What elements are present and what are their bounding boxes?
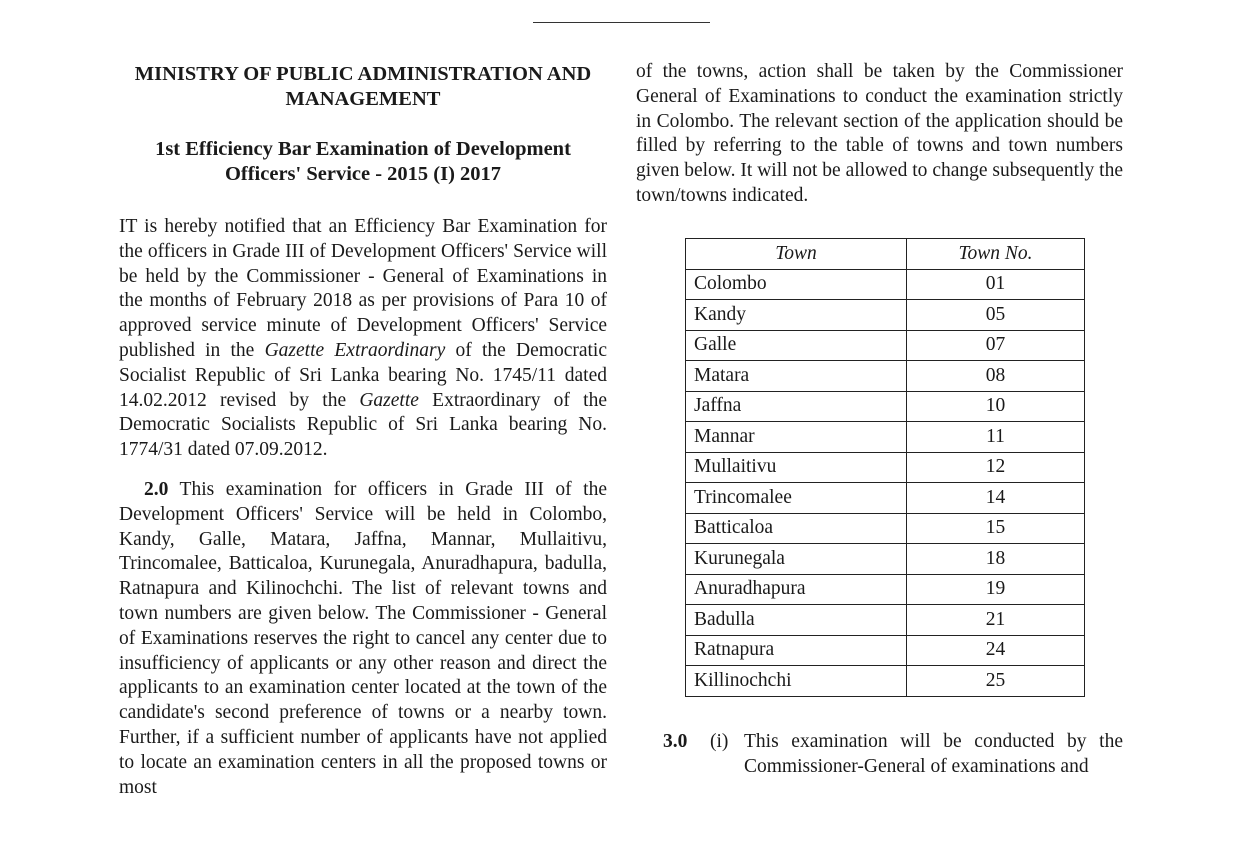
table-row: [686, 483, 1085, 514]
section-2-text: This examination for officers in Grade III of the Development Officers' Service will be held in Colombo, Kandy, Galle, Matara, Jaffna, Mannar, Mullaitivu, Trincomalee, Batticaloa, Kurunegala, Anuradhapura, badulla, Ratnapura and Kilinochchi. The list of relevant towns and town numbers are given below. The Commissioner - General of Examinations reserves the right to cancel any center due to insufficiency of applicants or any other reason and direct the applicants to an examination center located at the town of the candidate's second preference of towns or a nearby town. Further, if a sufficient number of applicants have not applied to locate an examination centers in all the proposed towns or most: [119, 478, 607, 798]
town-number-cell: 12: [907, 452, 1085, 483]
town-number-cell: 10: [907, 391, 1085, 422]
section-2-number: 2.0: [144, 478, 169, 500]
section-3-sub: (i): [710, 731, 729, 752]
town-name-cell: Matara: [686, 361, 907, 392]
notice-paragraph: [119, 215, 607, 463]
town-number-cell: 18: [907, 544, 1085, 575]
header-town: Town: [686, 239, 907, 270]
town-name-cell: Trincomalee: [686, 483, 907, 514]
town-name-cell: Jaffna: [686, 391, 907, 422]
table-row: [686, 513, 1085, 544]
table-row: [686, 300, 1085, 331]
table-row: [686, 666, 1085, 697]
town-number-cell: 11: [907, 422, 1085, 453]
right-column: [636, 60, 1123, 209]
town-number-cell: 19: [907, 574, 1085, 605]
section-2-paragraph: [119, 478, 607, 800]
town-number-cell: 08: [907, 361, 1085, 392]
town-name-cell: Killinochchi: [686, 666, 907, 697]
table-row: [686, 574, 1085, 605]
town-name-cell: Kurunegala: [686, 544, 907, 575]
town-number-cell: 21: [907, 605, 1085, 636]
header-town-no: Town No.: [907, 239, 1085, 270]
top-rule: [533, 22, 710, 23]
left-column: [119, 60, 607, 800]
table-row: [686, 330, 1085, 361]
exam-heading: 1st Efficiency Bar Examination of Development Officers' Service - 2015 (I) 2017: [155, 138, 571, 185]
notice-text-a: IT is hereby notified that an Efficiency Bar Examination for the officers in Grade III of Development Officers' Service will be held by the Commissioner - General of Examinations in the months of February 2018 as per provisions of Para 10 of approved service minute of Development Officers' Service published in the: [119, 216, 607, 361]
notice-text-b: of the Democratic Socialist Republic of Sri Lanka bearing No. 1745/11 dated 14.02.2012 revised by the: [119, 339, 608, 411]
table-row: [686, 605, 1085, 636]
town-name-cell: Mullaitivu: [686, 452, 907, 483]
town-name-cell: Ratnapura: [686, 635, 907, 666]
town-number-cell: 25: [907, 666, 1085, 697]
town-number-cell: 15: [907, 513, 1085, 544]
town-number-cell: 24: [907, 635, 1085, 666]
town-name-cell: Galle: [686, 330, 907, 361]
table-row: [686, 635, 1085, 666]
town-name-cell: Anuradhapura: [686, 574, 907, 605]
table-header-row: [686, 239, 1085, 270]
town-name-cell: Colombo: [686, 269, 907, 300]
table-row: [686, 269, 1085, 300]
town-name-cell: Mannar: [686, 422, 907, 453]
town-name-cell: Kandy: [686, 300, 907, 331]
table-row: [686, 391, 1085, 422]
table-row: [686, 544, 1085, 575]
town-number-cell: 01: [907, 269, 1085, 300]
town-name-cell: Badulla: [686, 605, 907, 636]
towns-table: [685, 238, 1085, 697]
section-3-text: This examination will be conducted by the Commissioner-General of examinations and: [744, 731, 1123, 777]
table-row: [686, 422, 1085, 453]
town-number-cell: 14: [907, 483, 1085, 514]
continuation-paragraph: of the towns, action shall be taken by the Commissioner General of Examinations to conduct the examination strictly in Colombo. The relevant section of the application should be filled by referring to the table of towns and town numbers given below. It will not be allowed to change subsequently the town/towns indicated.: [636, 61, 1123, 206]
gazette-extraordinary-text: Gazette Extraordinary: [264, 339, 446, 361]
table-row: [686, 452, 1085, 483]
table-row: [686, 361, 1085, 392]
ministry-heading: MINISTRY OF PUBLIC ADMINISTRATION AND MANAGEMENT: [134, 63, 592, 110]
town-name-cell: Batticaloa: [686, 513, 907, 544]
notice-text-c: Extraordinary of the Democratic Socialists Republic of Sri Lanka bearing No. 1774/31 dated 07.09.2012.: [119, 389, 607, 461]
gazette-text: Gazette: [359, 389, 419, 411]
town-number-cell: 07: [907, 330, 1085, 361]
town-number-cell: 05: [907, 300, 1085, 331]
section-3-number: 3.0: [663, 731, 688, 752]
